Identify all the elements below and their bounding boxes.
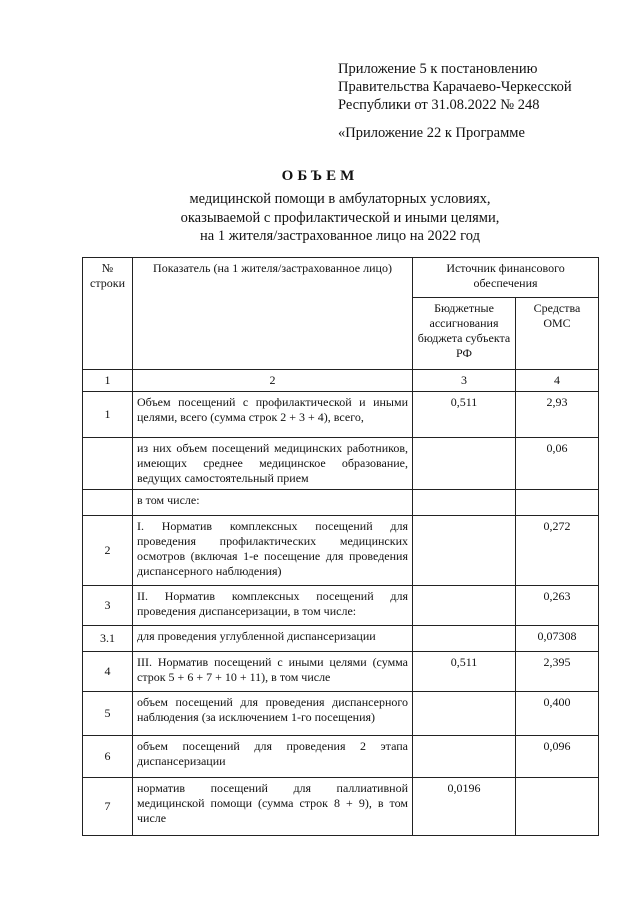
row-oms: 0,096 xyxy=(516,736,599,778)
row-indicator: III. Норматив посещений с иными целями (сумма строк 5 + 6 + 7 + 10 + 11), в том числе xyxy=(133,652,413,692)
row-number: 1 xyxy=(83,392,133,438)
appendix-line: Приложение 5 к постановлению xyxy=(338,61,538,77)
col-number: 3 xyxy=(413,370,516,392)
row-budget xyxy=(413,586,516,626)
row-oms: 0,07308 xyxy=(516,626,599,652)
volume-table xyxy=(82,257,599,836)
row-indicator: Объем посещений с профилактической и иными целями, всего (сумма строк 2 + 3 + 4), всего, xyxy=(133,392,413,438)
header-row-no: № строки xyxy=(83,258,133,370)
table-row xyxy=(83,438,599,490)
table-row xyxy=(83,652,599,692)
row-indicator: из них объем посещений медицинских работников, имеющих среднее медицинское образование, ведущих самостоятельный прием xyxy=(133,438,413,490)
appendix-line: Правительства Карачаево-Черкесской xyxy=(338,79,572,95)
row-budget: 0,511 xyxy=(413,392,516,438)
header-oms: Средства ОМС xyxy=(516,298,599,370)
subtitle-line: на 1 жителя/застрахованное лицо на 2022 год xyxy=(200,228,480,244)
subtitle-line: оказываемой с профилактической и иными целями, xyxy=(180,209,500,226)
row-indicator: в том числе: xyxy=(133,490,413,516)
row-number: 5 xyxy=(83,692,133,736)
row-oms: 0,06 xyxy=(516,438,599,490)
header-budget: Бюджетные ассигнования бюджета субъекта РФ xyxy=(413,298,516,370)
subtitle-line: медицинской помощи в амбулаторных условиях, xyxy=(189,191,491,207)
col-number: 1 xyxy=(83,370,133,392)
row-oms: 0,400 xyxy=(516,692,599,736)
row-oms: 0,272 xyxy=(516,516,599,586)
row-budget xyxy=(413,516,516,586)
row-budget xyxy=(413,490,516,516)
col-number: 4 xyxy=(516,370,599,392)
row-budget: 0,0196 xyxy=(413,778,516,836)
table-row xyxy=(83,586,599,626)
row-indicator: II. Норматив комплексных посещений для проведения диспансеризации, в том числе: xyxy=(133,586,413,626)
row-budget xyxy=(413,438,516,490)
table-row xyxy=(83,516,599,586)
row-oms xyxy=(516,778,599,836)
row-oms: 2,395 xyxy=(516,652,599,692)
header-indicator: Показатель (на 1 жителя/застрахованное лицо) xyxy=(133,258,413,370)
row-number: 4 xyxy=(83,652,133,692)
program-reference: «Приложение 22 к Программе xyxy=(338,125,525,141)
row-number xyxy=(83,438,133,490)
appendix-line: Республики от 31.08.2022 № 248 xyxy=(338,97,540,113)
row-number: 6 xyxy=(83,736,133,778)
document-subtitle xyxy=(0,190,640,246)
row-budget xyxy=(413,736,516,778)
table-row xyxy=(83,490,599,516)
row-number: 3.1 xyxy=(83,626,133,652)
row-number: 3 xyxy=(83,586,133,626)
row-number xyxy=(83,490,133,516)
table-row xyxy=(83,626,599,652)
document-title: ОБЪЕМ xyxy=(281,168,359,184)
row-budget xyxy=(413,626,516,652)
table-row xyxy=(83,736,599,778)
row-indicator: для проведения углубленной диспансеризации xyxy=(133,626,413,652)
col-number: 2 xyxy=(133,370,413,392)
row-indicator: I. Норматив комплексных посещений для проведения профилактических медицинских осмотров (включая 1-е посещение для проведения диспансерного наблюдения) xyxy=(133,516,413,586)
row-number: 7 xyxy=(83,778,133,836)
row-indicator: объем посещений для проведения диспансерного наблюдения (за исключением 1-го посещения) xyxy=(133,692,413,736)
row-budget xyxy=(413,692,516,736)
row-budget: 0,511 xyxy=(413,652,516,692)
appendix-reference xyxy=(338,60,572,114)
table-row xyxy=(83,392,599,438)
row-oms: 2,93 xyxy=(516,392,599,438)
header-source: Источник финансового обеспечения xyxy=(413,258,599,298)
row-indicator: объем посещений для проведения 2 этапа диспансеризации xyxy=(133,736,413,778)
table-row xyxy=(83,692,599,736)
row-number: 2 xyxy=(83,516,133,586)
row-indicator: норматив посещений для паллиативной медицинской помощи (сумма строк 8 + 9), в том числе xyxy=(133,778,413,836)
table-row xyxy=(83,778,599,836)
row-oms: 0,263 xyxy=(516,586,599,626)
row-oms xyxy=(516,490,599,516)
